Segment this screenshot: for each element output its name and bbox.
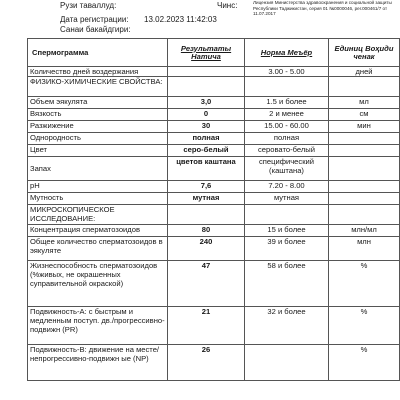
row-result: 240: [168, 237, 245, 261]
row-result: 30: [168, 121, 245, 133]
table-row: [28, 307, 400, 345]
row-norm: 15 и более: [245, 225, 329, 237]
row-unit: см: [329, 109, 400, 121]
row-norm: мутная: [245, 193, 329, 205]
row-unit: %: [329, 345, 400, 381]
row-name: Количество дней воздержания: [28, 67, 168, 77]
column-header-unit: Единиц Воҳиди ченак: [329, 39, 400, 67]
row-unit: дней: [329, 67, 400, 77]
row-name: Разжижение: [28, 121, 168, 133]
row-norm: 39 и более: [245, 237, 329, 261]
row-norm: 32 и более: [245, 307, 329, 345]
row-name: Вязкость: [28, 109, 168, 121]
row-unit: [329, 145, 400, 157]
row-result: [168, 205, 245, 225]
row-norm: полная: [245, 133, 329, 145]
row-name: Цвет: [28, 145, 168, 157]
row-unit: %: [329, 261, 400, 307]
row-result: 47: [168, 261, 245, 307]
table-row: [28, 193, 400, 205]
row-unit: [329, 77, 400, 97]
row-unit: [329, 181, 400, 193]
table-row: [28, 121, 400, 133]
row-norm: 2 и менее: [245, 109, 329, 121]
table-row: [28, 77, 400, 97]
row-norm: серовато-белый: [245, 145, 329, 157]
row-unit: %: [329, 307, 400, 345]
table-row: [28, 345, 400, 381]
row-name: МИКРОСКОПИЧЕСКОЕ ИССЛЕДОВАНИЕ:: [28, 205, 168, 225]
row-norm: 1.5 и более: [245, 97, 329, 109]
row-result: [168, 67, 245, 77]
gender-label: Чинс:: [217, 1, 238, 10]
row-norm: [245, 205, 329, 225]
row-result: 7,6: [168, 181, 245, 193]
row-name: ФИЗИКО-ХИМИЧЕСКИЕ СВОЙСТВА:: [28, 77, 168, 97]
row-norm: 15.00 - 60.00: [245, 121, 329, 133]
row-name: pH: [28, 181, 168, 193]
row-unit: [329, 193, 400, 205]
collection-label: Санаи бакайдгири:: [60, 25, 131, 34]
row-norm: 3.00 - 5.00: [245, 67, 329, 77]
row-unit: млн: [329, 237, 400, 261]
table-row: [28, 205, 400, 225]
row-result: цветов каштана: [168, 157, 245, 181]
row-name: Однородность: [28, 133, 168, 145]
row-result: 26: [168, 345, 245, 381]
row-name: Мутность: [28, 193, 168, 205]
table-row: [28, 225, 400, 237]
row-result: [168, 77, 245, 97]
table-row: [28, 67, 400, 77]
row-norm: 58 и более: [245, 261, 329, 307]
row-name: Концентрация сперматозоидов: [28, 225, 168, 237]
row-result: мутная: [168, 193, 245, 205]
row-unit: мин: [329, 121, 400, 133]
row-name: Объем эякулята: [28, 97, 168, 109]
table-row: [28, 145, 400, 157]
row-unit: мл: [329, 97, 400, 109]
birth-date-label: Рузи таваллуд:: [60, 1, 117, 10]
row-name: Подвижность-В: движение на месте/непрогрессивно-подвижн ые (NP): [28, 345, 168, 381]
row-unit: [329, 133, 400, 145]
column-header-norm: Норма Меъёр: [245, 39, 329, 67]
table-row: [28, 133, 400, 145]
row-norm: [245, 77, 329, 97]
row-unit: [329, 157, 400, 181]
registration-value: 13.02.2023 11:42:03: [144, 15, 217, 24]
row-name: Общее количество сперматозоидов в эякуляте: [28, 237, 168, 261]
license-text: Лицензия Министерства здравоохранения и социальной защиты Республики Таджикистан, серия 01 №0000046, рег.000461/7 от 11.07.2017: [253, 0, 392, 17]
row-unit: [329, 205, 400, 225]
table-header-row: [28, 39, 400, 67]
row-name: Жизнеспособность сперматозоидов (%живых, не окрашенных суправительной окраской): [28, 261, 168, 307]
row-norm: 7.20 - 8.00: [245, 181, 329, 193]
table-row: [28, 109, 400, 121]
row-result: серо-белый: [168, 145, 245, 157]
row-result: 21: [168, 307, 245, 345]
row-norm: специфический (каштана): [245, 157, 329, 181]
row-result: 3,0: [168, 97, 245, 109]
table-row: [28, 237, 400, 261]
row-result: 80: [168, 225, 245, 237]
table-row: [28, 261, 400, 307]
row-result: полная: [168, 133, 245, 145]
table-row: [28, 157, 400, 181]
row-norm: [245, 345, 329, 381]
row-name: Запах: [28, 157, 168, 181]
spermogram-table: [27, 38, 400, 381]
column-header-name: Спермограмма: [28, 39, 168, 67]
column-header-result: Результаты Натича: [168, 39, 245, 67]
row-result: 0: [168, 109, 245, 121]
table-row: [28, 181, 400, 193]
row-unit: млн/мл: [329, 225, 400, 237]
row-name: Подвижность-А: с быстрым и медленным поступ. дв./прогрессивно-подвижн (PR): [28, 307, 168, 345]
table-row: [28, 97, 400, 109]
registration-label: Дата регистрации:: [60, 15, 129, 24]
